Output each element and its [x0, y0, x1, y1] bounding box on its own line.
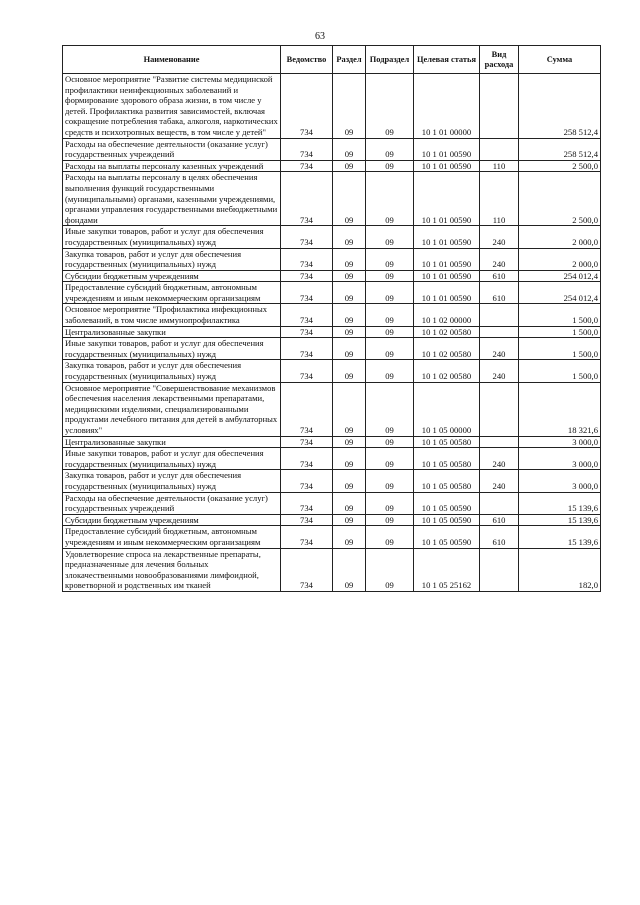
row-target-item: 10 1 05 00580: [414, 448, 480, 470]
row-name: Предоставление субсидий бюджетным, автономным учреждениям и иным некоммерческим организациям: [63, 526, 281, 548]
row-name: Удовлетворение спроса на лекарственные препараты, предназначенные для лечения больных злокачественными новообразованиями лимфоидной, кроветворной и родственных им тканей: [63, 548, 281, 591]
table-row: [63, 326, 601, 338]
row-expense-type: [480, 492, 519, 514]
column-header-section: Раздел: [333, 46, 366, 74]
row-target-item: 10 1 05 25162: [414, 548, 480, 591]
row-department: 734: [281, 270, 333, 282]
row-subsection: 09: [366, 304, 414, 326]
row-target-item: 10 1 05 00590: [414, 492, 480, 514]
row-department: 734: [281, 248, 333, 270]
table-row: [63, 248, 601, 270]
table-row: [63, 138, 601, 160]
row-department: 734: [281, 326, 333, 338]
row-section: 09: [333, 74, 366, 139]
row-name: Закупка товаров, работ и услуг для обеспечения государственных (муниципальных) нужд: [63, 248, 281, 270]
row-sum: 15 139,6: [519, 514, 601, 526]
row-sum: 258 512,4: [519, 74, 601, 139]
row-expense-type: 240: [480, 470, 519, 492]
column-header-expense-type: Вид расхода: [480, 46, 519, 74]
row-department: 734: [281, 160, 333, 172]
row-name: Централизованные закупки: [63, 326, 281, 338]
row-sum: 258 512,4: [519, 138, 601, 160]
row-section: 09: [333, 138, 366, 160]
table-row: [63, 470, 601, 492]
row-department: 734: [281, 138, 333, 160]
row-target-item: 10 1 05 00580: [414, 470, 480, 492]
row-target-item: 10 1 02 00580: [414, 360, 480, 382]
row-expense-type: [480, 304, 519, 326]
row-department: 734: [281, 470, 333, 492]
row-name: Иные закупки товаров, работ и услуг для обеспечения государственных (муниципальных) нужд: [63, 338, 281, 360]
row-name: Закупка товаров, работ и услуг для обеспечения государственных (муниципальных) нужд: [63, 470, 281, 492]
row-subsection: 09: [366, 470, 414, 492]
row-target-item: 10 1 02 00580: [414, 326, 480, 338]
row-expense-type: 240: [480, 448, 519, 470]
row-sum: 18 321,6: [519, 382, 601, 436]
row-section: 09: [333, 248, 366, 270]
table-row: [63, 382, 601, 436]
row-sum: 2 000,0: [519, 226, 601, 248]
row-expense-type: [480, 326, 519, 338]
row-sum: 3 000,0: [519, 470, 601, 492]
row-expense-type: 240: [480, 248, 519, 270]
budget-table: [62, 45, 601, 592]
column-header-department: Ведомство: [281, 46, 333, 74]
row-name: Основное мероприятие "Развитие системы медицинской профилактики неинфекционных заболеваний и формирование здорового образа жизни, в том числе у детей. Профилактика развития зависимостей, включая сокращение потребления табака, алкоголя, наркотических средств и психотропных веществ, в том числе у детей": [63, 74, 281, 139]
row-section: 09: [333, 282, 366, 304]
row-subsection: 09: [366, 382, 414, 436]
row-name: Предоставление субсидий бюджетным, автономным учреждениям и иным некоммерческим организациям: [63, 282, 281, 304]
row-subsection: 09: [366, 526, 414, 548]
row-target-item: 10 1 05 00590: [414, 514, 480, 526]
row-expense-type: 610: [480, 514, 519, 526]
row-target-item: 10 1 01 00590: [414, 270, 480, 282]
row-sum: 15 139,6: [519, 526, 601, 548]
row-section: 09: [333, 304, 366, 326]
row-subsection: 09: [366, 74, 414, 139]
row-section: 09: [333, 270, 366, 282]
column-header-sum: Сумма: [519, 46, 601, 74]
row-expense-type: 240: [480, 338, 519, 360]
row-expense-type: [480, 548, 519, 591]
row-section: 09: [333, 172, 366, 226]
row-department: 734: [281, 548, 333, 591]
row-name: Закупка товаров, работ и услуг для обеспечения государственных (муниципальных) нужд: [63, 360, 281, 382]
row-section: 09: [333, 436, 366, 448]
row-subsection: 09: [366, 338, 414, 360]
row-expense-type: 610: [480, 270, 519, 282]
row-subsection: 09: [366, 548, 414, 591]
table-row: [63, 304, 601, 326]
row-section: 09: [333, 526, 366, 548]
row-department: 734: [281, 448, 333, 470]
row-sum: 182,0: [519, 548, 601, 591]
table-row: [63, 282, 601, 304]
row-name: Субсидии бюджетным учреждениям: [63, 270, 281, 282]
row-target-item: 10 1 01 00590: [414, 138, 480, 160]
row-sum: 254 012,4: [519, 270, 601, 282]
row-expense-type: [480, 74, 519, 139]
row-sum: 254 012,4: [519, 282, 601, 304]
row-expense-type: [480, 436, 519, 448]
row-name: Централизованные закупки: [63, 436, 281, 448]
row-expense-type: 610: [480, 282, 519, 304]
row-target-item: 10 1 05 00580: [414, 436, 480, 448]
table-row: [63, 226, 601, 248]
table-row: [63, 526, 601, 548]
row-section: 09: [333, 360, 366, 382]
row-name: Основное мероприятие "Совершенствование механизмов обеспечения населения лекарственными препаратами, медицинскими изделиями, специализированными продуктами лечебного питания для детей в амбулаторных условиях": [63, 382, 281, 436]
table-header-row: [63, 46, 601, 74]
row-department: 734: [281, 172, 333, 226]
row-target-item: 10 1 01 00590: [414, 172, 480, 226]
row-department: 734: [281, 74, 333, 139]
row-subsection: 09: [366, 326, 414, 338]
row-department: 734: [281, 492, 333, 514]
row-name: Расходы на выплаты персоналу в целях обеспечения выполнения функций государственными (муниципальными) органами, казенными учреждениями, органами управления государственными внебюджетными фондами: [63, 172, 281, 226]
row-section: 09: [333, 448, 366, 470]
row-expense-type: 240: [480, 226, 519, 248]
row-target-item: 10 1 01 00590: [414, 160, 480, 172]
row-name: Расходы на выплаты персоналу казенных учреждений: [63, 160, 281, 172]
row-subsection: 09: [366, 436, 414, 448]
row-subsection: 09: [366, 226, 414, 248]
row-expense-type: [480, 382, 519, 436]
row-subsection: 09: [366, 138, 414, 160]
table-row: [63, 436, 601, 448]
row-department: 734: [281, 226, 333, 248]
row-department: 734: [281, 514, 333, 526]
table-row: [63, 270, 601, 282]
table-row: [63, 548, 601, 591]
row-sum: 3 000,0: [519, 448, 601, 470]
row-section: 09: [333, 326, 366, 338]
row-section: 09: [333, 492, 366, 514]
row-department: 734: [281, 304, 333, 326]
row-department: 734: [281, 282, 333, 304]
row-target-item: 10 1 02 00580: [414, 338, 480, 360]
row-subsection: 09: [366, 248, 414, 270]
row-section: 09: [333, 514, 366, 526]
row-section: 09: [333, 338, 366, 360]
row-expense-type: 110: [480, 160, 519, 172]
row-sum: 2 500,0: [519, 160, 601, 172]
column-header-name: Наименование: [63, 46, 281, 74]
row-name: Субсидии бюджетным учреждениям: [63, 514, 281, 526]
table-row: [63, 448, 601, 470]
row-target-item: 10 1 01 00000: [414, 74, 480, 139]
row-expense-type: 240: [480, 360, 519, 382]
row-department: 734: [281, 360, 333, 382]
row-sum: 15 139,6: [519, 492, 601, 514]
table-row: [63, 338, 601, 360]
table-row: [63, 172, 601, 226]
row-target-item: 10 1 05 00000: [414, 382, 480, 436]
table-row: [63, 74, 601, 139]
row-department: 734: [281, 436, 333, 448]
row-subsection: 09: [366, 270, 414, 282]
row-sum: 1 500,0: [519, 326, 601, 338]
row-section: 09: [333, 548, 366, 591]
row-name: Основное мероприятие "Профилактика инфекционных заболеваний, в том числе иммунопрофилактика: [63, 304, 281, 326]
row-expense-type: 110: [480, 172, 519, 226]
row-expense-type: [480, 138, 519, 160]
row-subsection: 09: [366, 172, 414, 226]
column-header-subsection: Подраздел: [366, 46, 414, 74]
row-name: Иные закупки товаров, работ и услуг для обеспечения государственных (муниципальных) нужд: [63, 226, 281, 248]
column-header-target-item: Целевая статья: [414, 46, 480, 74]
row-subsection: 09: [366, 492, 414, 514]
row-section: 09: [333, 160, 366, 172]
page-number: 63: [315, 31, 325, 42]
row-section: 09: [333, 226, 366, 248]
row-target-item: 10 1 05 00590: [414, 526, 480, 548]
row-department: 734: [281, 382, 333, 436]
table-row: [63, 160, 601, 172]
row-target-item: 10 1 01 00590: [414, 282, 480, 304]
table-row: [63, 514, 601, 526]
row-section: 09: [333, 470, 366, 492]
row-expense-type: 610: [480, 526, 519, 548]
row-name: Расходы на обеспечение деятельности (оказание услуг) государственных учреждений: [63, 492, 281, 514]
row-target-item: 10 1 01 00590: [414, 248, 480, 270]
row-department: 734: [281, 526, 333, 548]
row-subsection: 09: [366, 282, 414, 304]
row-sum: 3 000,0: [519, 436, 601, 448]
table-row: [63, 360, 601, 382]
row-target-item: 10 1 01 00590: [414, 226, 480, 248]
row-name: Иные закупки товаров, работ и услуг для обеспечения государственных (муниципальных) нужд: [63, 448, 281, 470]
row-sum: 2 500,0: [519, 172, 601, 226]
row-sum: 1 500,0: [519, 360, 601, 382]
row-subsection: 09: [366, 514, 414, 526]
table-row: [63, 492, 601, 514]
row-subsection: 09: [366, 360, 414, 382]
row-subsection: 09: [366, 448, 414, 470]
row-department: 734: [281, 338, 333, 360]
row-sum: 1 500,0: [519, 338, 601, 360]
row-name: Расходы на обеспечение деятельности (оказание услуг) государственных учреждений: [63, 138, 281, 160]
row-sum: 1 500,0: [519, 304, 601, 326]
row-target-item: 10 1 02 00000: [414, 304, 480, 326]
row-sum: 2 000,0: [519, 248, 601, 270]
row-subsection: 09: [366, 160, 414, 172]
row-section: 09: [333, 382, 366, 436]
